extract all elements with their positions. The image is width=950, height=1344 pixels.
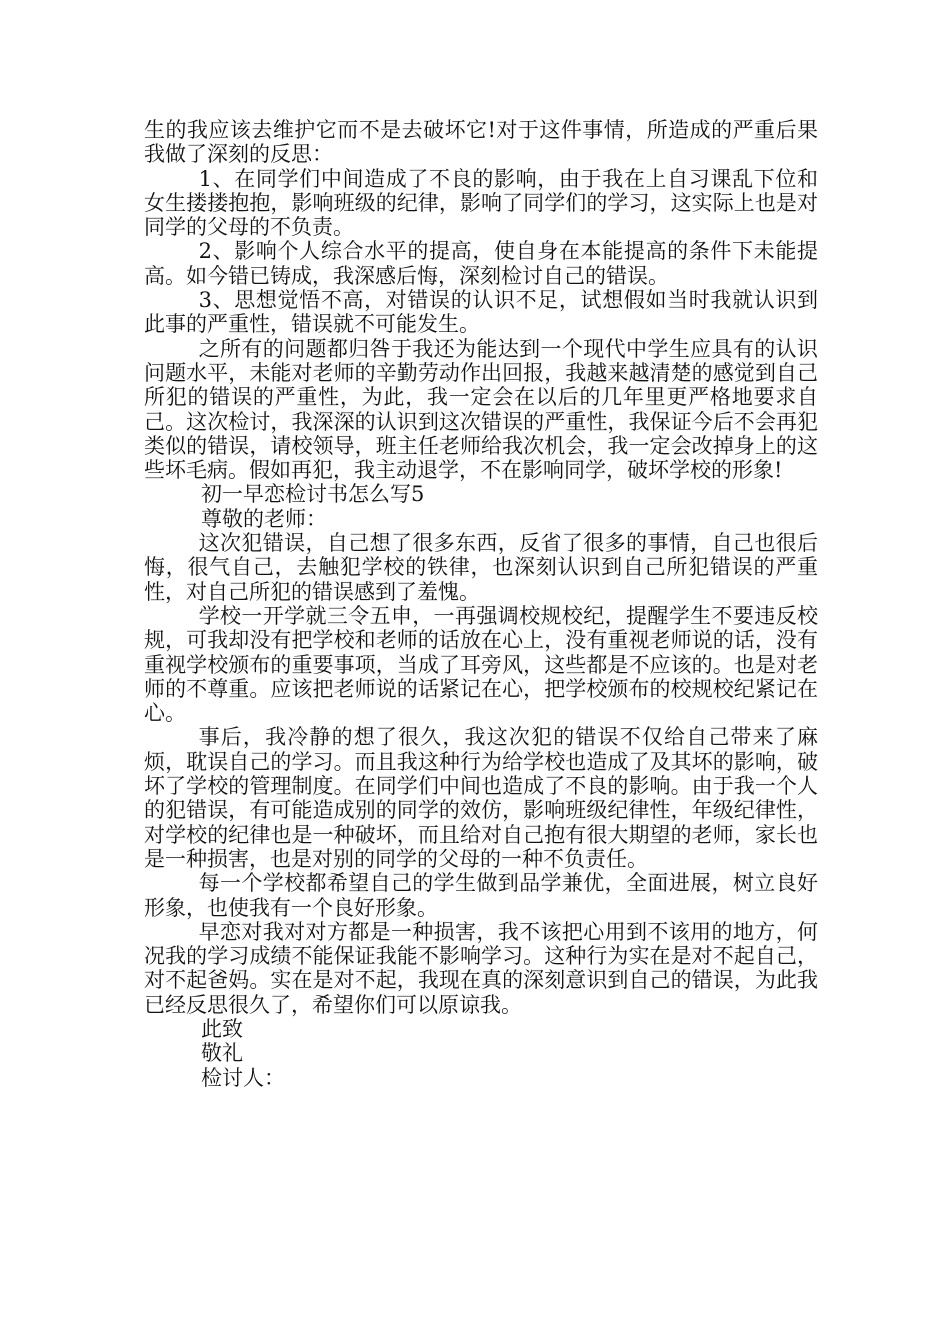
document-body bbox=[144, 118, 818, 1090]
paragraph-continuation: 生的我应该去维护它而不是去破坏它!对于这件事情，所造成的严重后果我做了深刻的反思： bbox=[144, 118, 818, 167]
paragraph-point-3: 3、思想觉悟不高，对错误的认识不足，试想假如当时我就认识到此事的严重性，错误就不可能发生。 bbox=[144, 288, 818, 337]
paragraph-point-1: 1、在同学们中间造成了不良的影响，由于我在上自习课乱下位和女生搂搂抱抱，影响班级的纪律，影响了同学们的学习，这实际上也是对同学的父母的不负责。 bbox=[144, 166, 818, 240]
paragraph-conclusion: 之所有的问题都归咎于我还为能达到一个现代中学生应具有的认识问题水平，未能对老师的辛勤劳动作出回报，我越来越清楚的感觉到自己所犯的错误的严重性，为此，我一定会在以后的几年里更严格地要求自己。这次检讨，我深深的认识到这次错误的严重性，我保证今后不会再犯类似的错误，请校领导，班主任老师给我次机会，我一定会改掉身上的这些坏毛病。假如再犯，我主动退学，不在影响同学，破坏学校的形象! bbox=[144, 336, 818, 483]
signature-label: 检讨人： bbox=[201, 1065, 285, 1090]
closing-jingli: 敬礼 bbox=[201, 1041, 243, 1066]
paragraph-consequences: 事后，我冷静的想了很久，我这次犯的错误不仅给自己带来了麻烦，耽误自己的学习。而且我这种行为给学校也造成了及其坏的影响，破坏了学校的管理制度。在同学们中间也造成了不良的影响。由于我一个人的犯错误，有可能造成别的同学的效仿，影响班级纪律性，年级纪律性，对学校的纪律也是一种破坏，而且给对自己抱有很大期望的老师，家长也是一种损害，也是对别的同学的父母的一种不负责任。 bbox=[144, 725, 818, 871]
closing-cizhi: 此致 bbox=[201, 1016, 243, 1041]
paragraph-apology: 早恋对我对对方都是一种损害，我不该把心用到不该用的地方，何况我的学习成绩不能保证我能不影响学习。这种行为实在是对不起自己，对不起爸妈。实在是对不起，我现在真的深刻意识到自己的错误，为此我已经反思很久了，希望你们可以原谅我。 bbox=[144, 919, 818, 1017]
salutation: 尊敬的老师： bbox=[201, 506, 327, 531]
paragraph-point-2: 2、影响个人综合水平的提高，使自身在本能提高的条件下未能提高。如今错已铸成，我深感后悔，深刻检讨自己的错误。 bbox=[144, 239, 818, 288]
paragraph-rules: 学校一开学就三令五申，一再强调校规校纪，提醒学生不要违反校规，可我却没有把学校和老师的话放在心上，没有重视老师说的话，没有重视学校颁布的重要事项，当成了耳旁风，这些都是不应该的。也是对老师的不尊重。应该把老师说的话紧记在心，把学校颁布的校规校纪紧记在心。 bbox=[144, 603, 818, 726]
paragraph-expectation: 每一个学校都希望自己的学生做到品学兼优，全面进展，树立良好形象，也使我有一个良好形象。 bbox=[144, 871, 818, 920]
paragraph-reflection: 这次犯错误，自己想了很多东西，反省了很多的事情，自己也很后悔，很气自己，去触犯学校的铁律，也深刻认识到自己所犯错误的严重性，对自己所犯的错误感到了羞愧。 bbox=[144, 531, 818, 604]
section-title: 初一早恋检讨书怎么写5 bbox=[201, 482, 425, 507]
